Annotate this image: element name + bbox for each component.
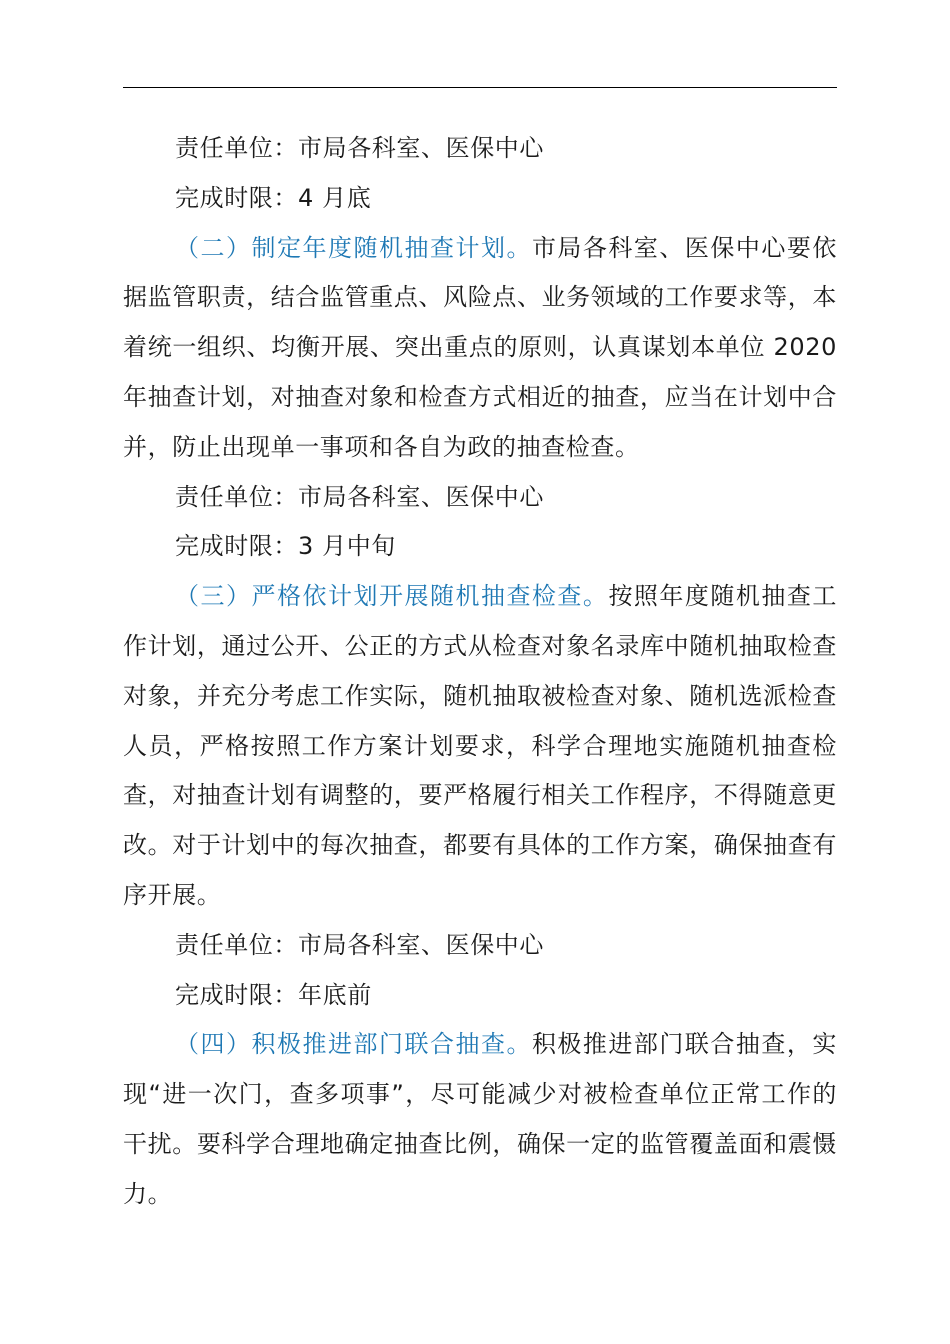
section-4-body: 积极推进部门联合抽查，实现“进一次门，查多项事”，尽可能减少对被检查单位正常工作的干扰。要科学合理地确定抽查比例，确保一定的监管覆盖面和震慑力。 xyxy=(123,1030,837,1208)
deadline-line: 完成时限：3 月中旬 xyxy=(175,532,396,561)
section-3-paragraph xyxy=(123,572,837,921)
deadline-line: 完成时限：4 月底 xyxy=(175,183,372,212)
document-body xyxy=(123,124,837,1220)
section-2-paragraph xyxy=(123,224,837,473)
section-4-heading: （四）积极推进部门联合抽查。 xyxy=(175,1030,532,1059)
section-2-heading: （二）制定年度随机抽查计划。 xyxy=(175,233,532,262)
section-4-paragraph xyxy=(123,1020,837,1219)
responsible-unit-line: 责任单位：市局各科室、医保中心 xyxy=(175,482,544,511)
responsible-unit-line: 责任单位：市局各科室、医保中心 xyxy=(175,930,544,959)
section-3-body: 按照年度随机抽查工作计划，通过公开、公正的方式从检查对象名录库中随机抽取检查对象，并充分考虑工作实际，随机抽取被检查对象、随机选派检查人员，严格按照工作方案计划要求，科学合理地实施随机抽查检查，对抽查计划有调整的，要严格履行相关工作程序，不得随意更改。对于计划中的每次抽查，都要有具体的工作方案，确保抽查有序开展。 xyxy=(123,582,838,909)
header-rule xyxy=(123,87,837,88)
section-3-heading: （三）严格依计划开展随机抽查检查。 xyxy=(175,582,609,611)
deadline-line: 完成时限：年底前 xyxy=(175,980,372,1009)
section-2-body: 市局各科室、医保中心要依据监管职责，结合监管重点、风险点、业务领域的工作要求等，本着统一组织、均衡开展、突出重点的原则，认真谋划本单位 2020 年抽查计划，对抽查对象和检查方式相近的抽查，应当在计划中合并，防止出现单一事项和各自为政的抽查检查。 xyxy=(123,233,837,461)
responsible-unit-line: 责任单位：市局各科室、医保中心 xyxy=(175,134,544,162)
